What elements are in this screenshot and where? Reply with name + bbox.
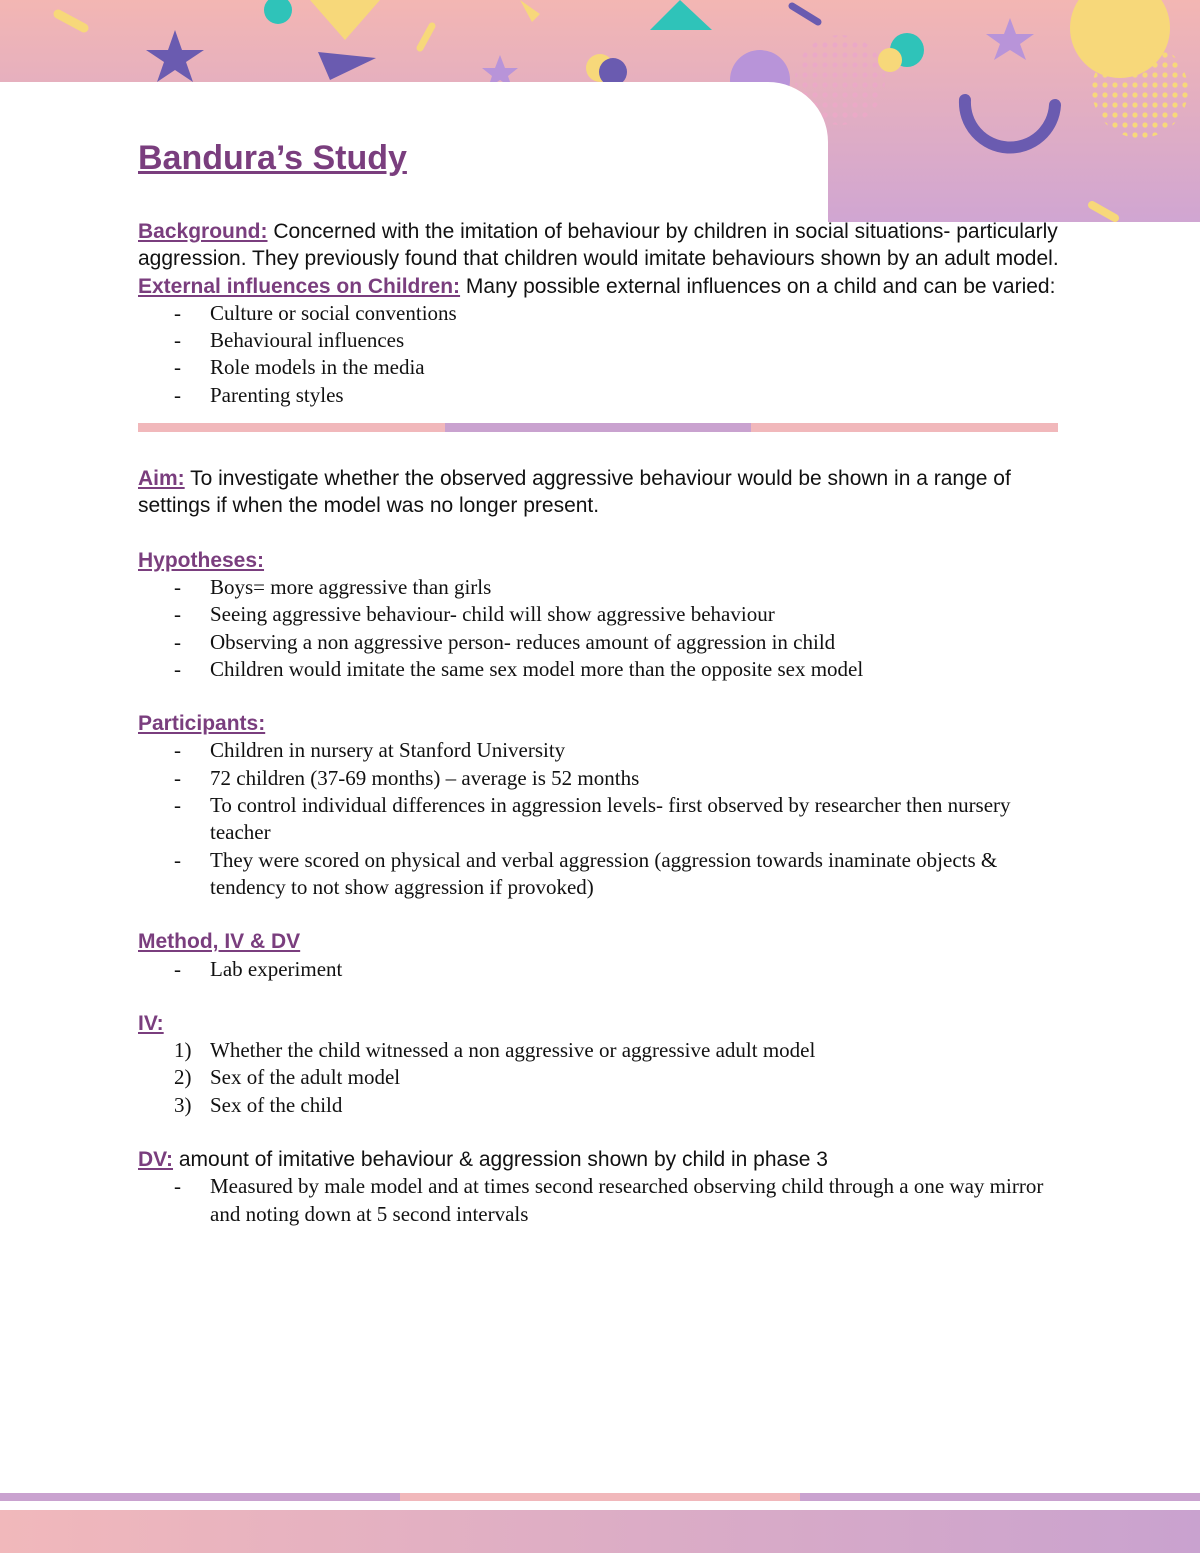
list-item: - 72 children (37-69 months) – average is 52 months <box>138 765 1068 792</box>
external-text: Many possible external influences on a child and can be varied: <box>460 274 1056 298</box>
external-list <box>138 300 1068 409</box>
list-item: - Seeing aggressive behaviour- child will show aggressive behaviour <box>138 601 1068 628</box>
list-item: - Observing a non aggressive person- reduces amount of aggression in child <box>138 629 1068 656</box>
iv-list <box>138 1037 1068 1119</box>
list-item: - Boys= more aggressive than girls <box>138 574 1068 601</box>
background-text: Concerned with the imitation of behaviour by children in social situations- particularly aggression. They previously found that children would imitate behaviours shown by an adult model. <box>138 220 1059 271</box>
background-paragraph <box>138 218 1068 273</box>
list-item: - Behavioural influences <box>138 327 1068 354</box>
method-heading: Method, IV & DV <box>138 930 301 954</box>
list-item: - Children in nursery at Stanford University <box>138 737 1068 764</box>
external-paragraph <box>138 273 1068 300</box>
aim-paragraph <box>138 465 1068 520</box>
method-list <box>138 956 1068 983</box>
list-item: - Lab experiment <box>138 956 1068 983</box>
section-divider <box>138 423 1058 432</box>
method-heading-row <box>138 928 1068 955</box>
list-item: 3) Sex of the child <box>174 1092 343 1117</box>
dv-heading: DV: <box>138 1148 174 1172</box>
hypotheses-list <box>138 574 1068 683</box>
dv-list <box>138 1173 1068 1228</box>
aim-text: To investigate whether the observed aggressive behaviour would be shown in a range of settings if when the model was no longer present. <box>138 467 1011 518</box>
footer-divider <box>0 1493 1200 1501</box>
list-item: - Role models in the media <box>138 354 1068 381</box>
list-item: - Children would imitate the same sex model more than the opposite sex model <box>138 656 1068 683</box>
list-item: - They were scored on physical and verbal aggression (aggression towards inaminate objects & tendency to not show aggression if provoked) <box>138 847 1068 902</box>
list-item: 2) Sex of the adult model <box>174 1065 401 1090</box>
list-item: - To control individual differences in aggression levels- first observed by researcher then nursery teacher <box>138 792 1068 847</box>
background-heading: Background: <box>138 220 268 243</box>
iv-heading: IV: <box>138 1011 164 1035</box>
aim-heading: Aim: <box>138 467 185 491</box>
document-body <box>138 138 1068 1228</box>
external-heading: External influences on Children: <box>138 274 461 298</box>
participants-heading-row <box>138 710 1068 737</box>
page-title: Bandura’s Study <box>138 139 407 177</box>
participants-heading: Participants: <box>138 712 266 736</box>
list-item: - Measured by male model and at times second researched observing child through a one way mirror and noting down at 5 second intervals <box>138 1173 1068 1228</box>
list-item: - Parenting styles <box>138 382 1068 409</box>
footer-band <box>0 1510 1200 1553</box>
list-item: - Culture or social conventions <box>138 300 1068 327</box>
hypotheses-heading-row <box>138 547 1068 574</box>
list-item: 1) Whether the child witnessed a non aggressive or aggressive adult model <box>174 1038 816 1063</box>
hypotheses-heading: Hypotheses: <box>138 548 265 572</box>
dv-text: amount of imitative behaviour & aggression shown by child in phase 3 <box>173 1148 828 1172</box>
iv-heading-row <box>138 1010 1068 1037</box>
participants-list <box>138 737 1068 901</box>
dv-paragraph <box>138 1146 1068 1173</box>
